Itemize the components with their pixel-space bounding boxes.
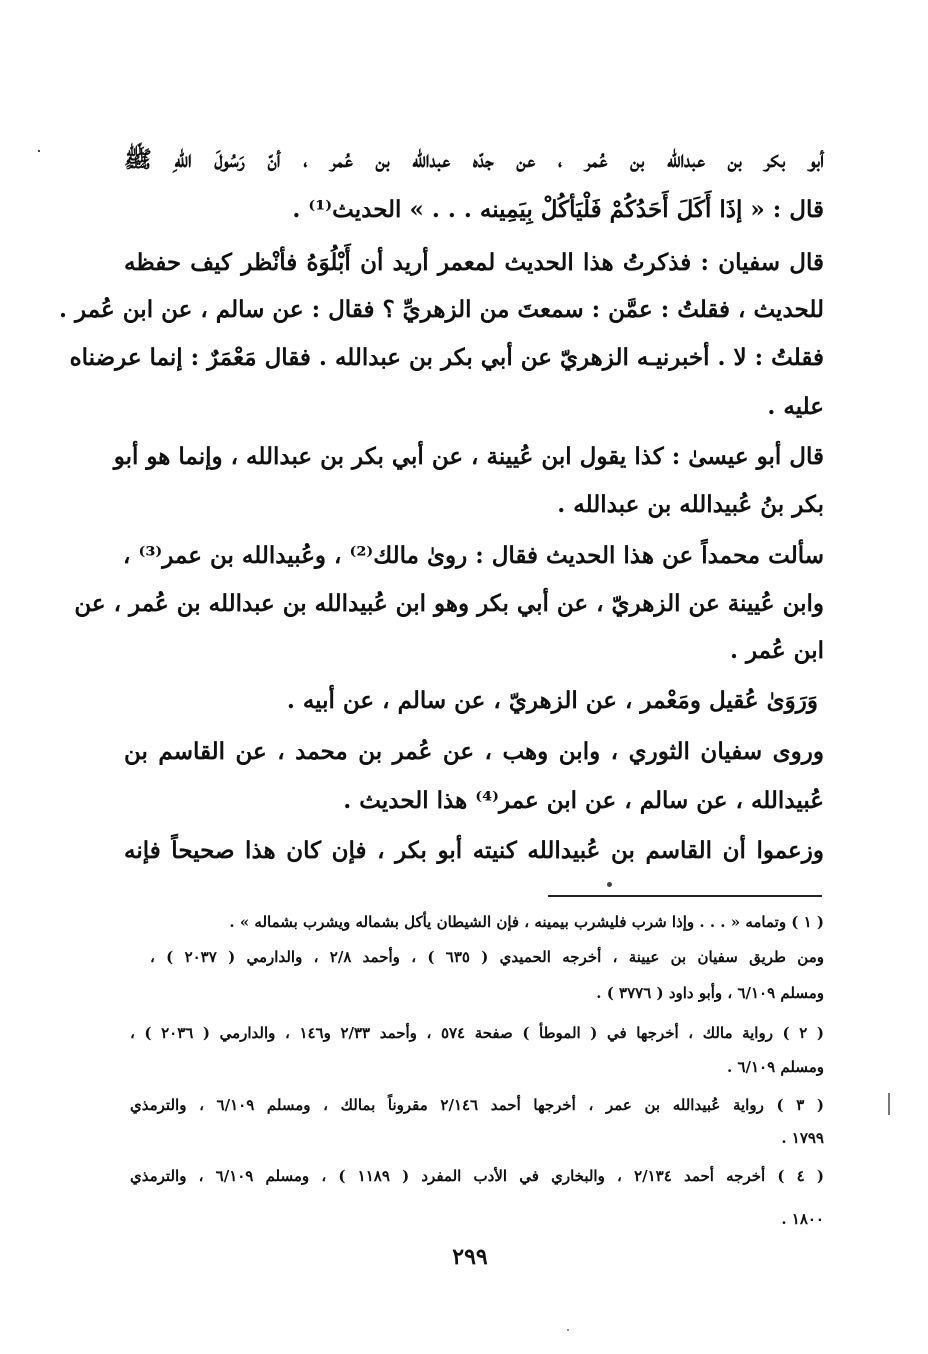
page-speck <box>607 882 612 887</box>
text-line: عُبيدالله ، عن سالم ، عن ابن عمر⁽⁴⁾ هذا الحديث . <box>343 787 824 814</box>
text-line: وزعموا أن القاسم بن عُبيدالله كنيته أبو بكر ، فإن كان هذا صحيحاً فإنه <box>124 837 824 864</box>
footnote-line: ( ١ ) وتمامه « . . . وإذا شرب فليشرب بيمينه ، فإن الشيطان يأكل بشماله ويشرب بشماله » . <box>229 913 824 931</box>
text-line: أبو بكر بن عبدالله بن عُمر ، عن جدّه عبدالله بن عُمر ، أنّ رَسُولَ اللهِ ﷺ <box>124 146 824 173</box>
footnote-line: ١٨٠٠ . <box>781 1210 824 1228</box>
footnote-line: ومسلم ٦/١٠٩ ، وأبو داود ( ٣٧٧٦ ) . <box>596 984 824 1002</box>
text-line: للحديث ، فقلتُ : عمَّن : سمعتَ من الزهريِّ ؟ فقال : عن سالم ، عن ابن عُمر . <box>59 296 824 323</box>
footnote-separator <box>548 895 822 897</box>
footnote-line: ( ٣ ) رواية عُبيدالله بن عمر ، أخرجها أحمد ٢/١٤٦ مقروناً بمالك ، ومسلم ٦/١٠٩ ، والترمذي <box>130 1096 825 1114</box>
text-line: قال أبو عيسىٰ : كذا يقول ابن عُيينة ، عن أبي بكر بن عبدالله ، وإنما هو أبو <box>113 443 824 470</box>
text-line: وَرَوَىٰ عُقيل ومَعْمر ، عن الزهريّ ، عن سالم ، عن أبيه . <box>286 687 818 714</box>
text-line: ابن عُمر . <box>729 637 824 664</box>
footnote-line: ١٧٩٩ . <box>781 1129 824 1147</box>
margin-speck <box>888 1093 890 1115</box>
footnote-line: ( ٤ ) أخرجه أحمد ٢/١٣٤ ، والبخاري في الأدب المفرد ( ١١٨٩ ) ، ومسلم ٦/١٠٩ ، والترمذي <box>130 1167 825 1185</box>
page-number: ٢٩٩ <box>452 1244 488 1270</box>
text-line: بكر بنُ عُبيدالله بن عبدالله . <box>557 491 824 518</box>
text-line: قال سفيان : فذكرتُ هذا الحديث لمعمر أريد أن أَبْلُوَهُ فأنْظر كيف حفظه <box>124 249 824 276</box>
text-line: فقلتُ : لا . أخبرنيـه الزهريّ عن أبي بكر بن عبدالله . فقال مَعْمَرٌ : إنما عرضناه <box>69 344 824 371</box>
margin-speck <box>38 150 40 152</box>
footnote-line: ومسلم ٦/١٠٩ . <box>726 1058 824 1076</box>
text-line: سألت محمداً عن هذا الحديث فقال : روىٰ مالك⁽²⁾ ، وعُبيدالله بن عمر⁽³⁾ ، <box>123 542 824 569</box>
text-line: وروى سفيان الثوري ، وابن وهب ، عن عُمر بن محمد ، عن القاسم بن <box>124 738 824 765</box>
text-line: قال : « إذَا أَكَلَ أَحَدُكُمْ فَلْيَأكُلْ بِيَمِينه . . . » الحديث⁽¹⁾ . <box>292 196 824 223</box>
text-line: عليه . <box>767 393 824 420</box>
margin-speck <box>567 1329 569 1331</box>
footnote-line: ومن طريق سفيان بن عيينة ، أخرجه الحميدي ( ٦٣٥ ) ، وأحمد ٢/٨ ، والدارمي ( ٢٠٣٧ ) ، <box>150 948 824 966</box>
text-line: وابن عُيينة عن الزهريّ ، عن أبي بكر وهو ابن عُبيدالله بن عبدالله بن عُمر ، عن <box>74 590 824 617</box>
footnote-line: ( ٢ ) رواية مالك ، أخرجها في ( الموطأ ) صفحة ٥٧٤ ، وأحمد ٢/٣٣ و١٤٦ ، والدارمي ( ٢٠٣٦ ) ، <box>130 1024 824 1042</box>
